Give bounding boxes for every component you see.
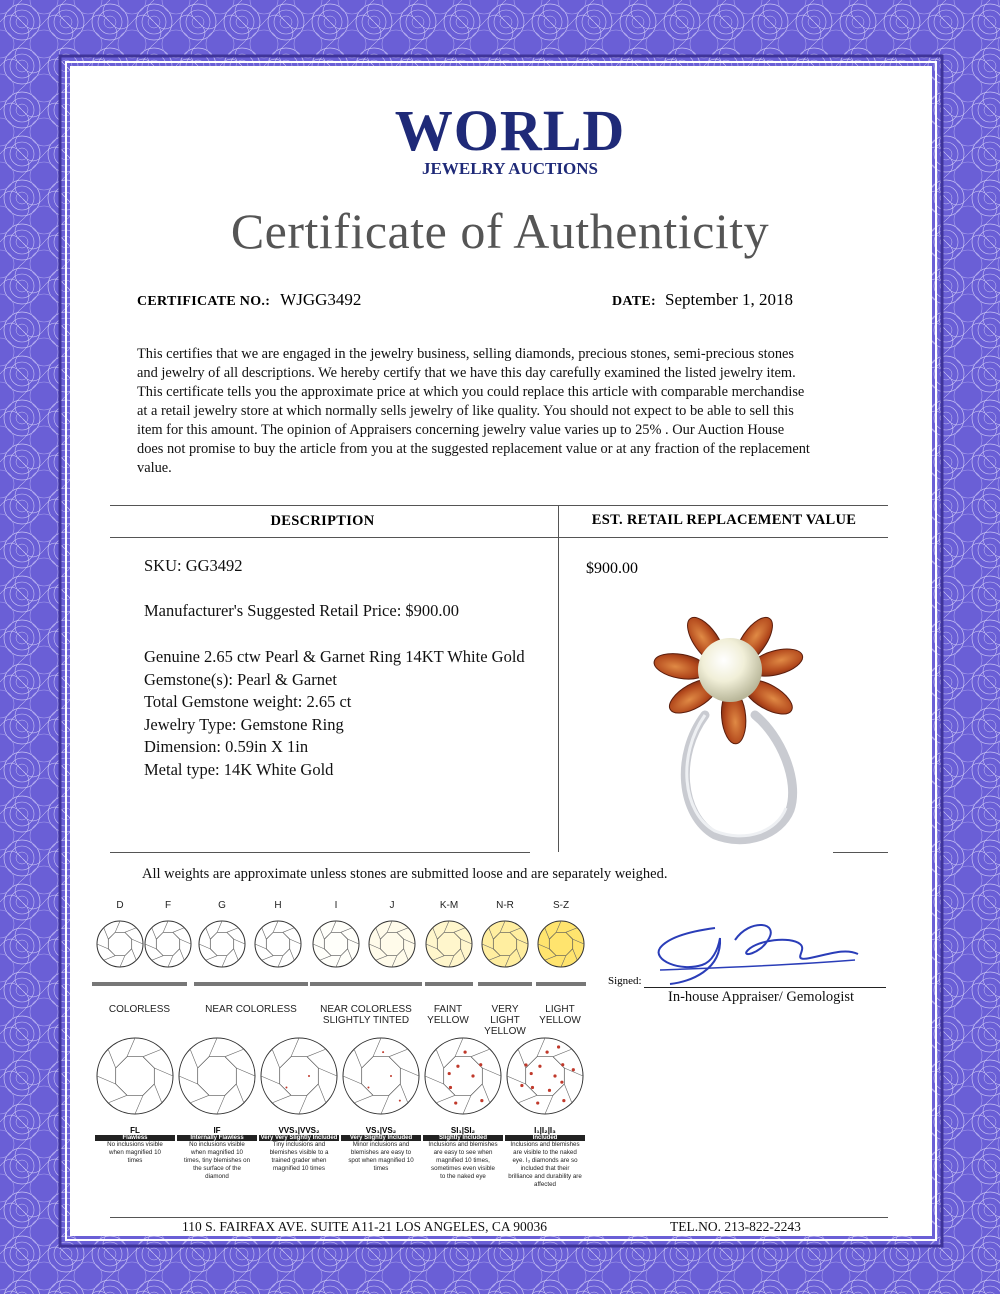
clarity-grade-3 [341,1126,421,1173]
color-group-bar-1 [194,982,308,986]
color-gem-row [92,918,592,990]
clarity-description: Inclusions and blemishes are visible to the naked eye. I₃ diamonds are so included that their brilliance and durability are affected [508,1141,582,1188]
group-very-light-yellow: VERY LIGHT YELLOW [484,1004,526,1037]
clarity-label: Internally Flawless [177,1135,257,1141]
footer-tel: TEL.NO. 213-822-2243 [670,1219,801,1234]
clarity-code: VVS₁|VVS₂ [278,1126,320,1135]
table-bottom-rule-left [110,852,530,853]
footer-rule [110,1217,888,1218]
detail-line: Jewelry Type: Gemstone Ring [144,714,344,734]
ring-image [605,585,835,855]
clarity-description: Tiny inclusions and blemishes visible to a trained grader when magnified 10 times [269,1141,329,1172]
grade-letter-j: J [389,900,395,911]
color-grade-chart [92,900,592,1040]
date-label: DATE: [612,294,657,309]
intro-line: and jewelry of all descriptions. We hereby certify that we have this day carefully examined the listed jewelry item. [137,365,796,381]
color-gem-3 [255,921,301,967]
clarity-code: VS₁|VS₂ [365,1126,397,1135]
certificate-number-value: WJGG3492 [280,290,362,309]
clarity-gem-2 [261,1038,337,1114]
color-gem-5 [369,921,415,967]
group-faint-yellow: FAINT YELLOW [427,1004,469,1026]
clarity-description: No inclusions visible when magnified 10 times [107,1141,163,1164]
clarity-code: SI₁|SI₂ [450,1126,476,1135]
replacement-value: $900.00 [586,560,638,577]
intro-line: at a retail jewelry store at which normally sells jewelry of like quality. You should not expect to be able to sell this [137,403,794,419]
color-group-bar-4 [478,982,532,986]
clarity-gem-row [95,1030,595,1126]
group-colorless: COLORLESS [108,1004,171,1015]
clarity-code: FL [130,1126,140,1135]
color-group-bar-0 [92,982,187,986]
grade-letter-i: I [334,900,338,911]
grade-letter-g: G [218,900,226,911]
color-gem-0 [97,921,143,967]
color-group-bar-2 [310,982,422,986]
color-gem-2 [199,921,245,967]
clarity-description: No inclusions visible when magnified 10 times, tiny blemishes on the surface of the diamond [183,1141,251,1180]
clarity-grade-4 [423,1126,503,1181]
color-gem-8 [538,921,584,967]
color-gem-6 [426,921,472,967]
table-column-divider [558,505,559,852]
weights-note: All weights are approximate unless stones are submitted loose and are separately weighed. [142,866,668,882]
clarity-label: Very Very Slightly Included [260,1135,338,1141]
detail-line: Gemstone(s): Pearl & Garnet [144,669,337,689]
grade-letter-f: F [164,900,172,911]
msrp: Manufacturer's Suggested Retail Price: $900.00 [144,601,460,620]
table-header-rule [110,537,888,538]
detail-line: Dimension: 0.59in X 1in [144,737,309,756]
footer-address: 110 S. FAIRFAX AVE. SUITE A11-21 LOS ANGELES, CA 90036 [182,1219,548,1234]
item-details [144,646,525,781]
color-gem-1 [145,921,191,967]
intro-line: This certifies that we are engaged in the jewelry business, selling diamonds, precious stones, semi-precious stones [137,346,795,362]
color-gem-7 [482,921,528,967]
clarity-chart [95,1030,595,1215]
signature-image [640,910,870,990]
clarity-label: Included [505,1135,585,1141]
detail-line: Metal type: 14K White Gold [144,759,334,779]
group-near-colorless-tinted: NEAR COLORLESS SLIGHTLY TINTED [320,1004,412,1026]
certificate-date-row [612,290,793,310]
clarity-description: Minor inclusions and blemishes are easy to spot when magnified 10 times [348,1141,414,1172]
clarity-grade-2 [259,1126,339,1173]
signed-label: Signed: [608,975,642,987]
group-near-colorless: NEAR COLORLESS [205,1004,297,1015]
intro-line: item for this amount. The opinion of Appraisers concerning jewelry value varies up to 25% . Our Auction House [137,422,785,438]
clarity-gem-3 [343,1038,419,1114]
world-jewelry-auctions-logo [390,100,630,180]
grade-letter-nr: N-R [496,900,514,911]
sku: SKU: GG3492 [144,556,243,575]
intro-line: This certificate tells you the approximate price at which you could replace this article with comparable merchandise [137,384,805,400]
intro-paragraph [137,345,872,478]
certificate-number-label: CERTIFICATE NO.: [137,294,271,309]
color-group-bar-3 [425,982,473,986]
color-gem-4 [313,921,359,967]
detail-line: Total Gemstone weight: 2.65 ct [144,692,352,711]
clarity-gem-1 [179,1038,255,1114]
date-value: September 1, 2018 [665,290,793,309]
clarity-code: I₁|I₂|I₃ [534,1126,556,1135]
detail-line: Genuine 2.65 ctw Pearl & Garnet Ring 14KT White Gold [144,647,525,666]
clarity-grade-1 [177,1126,257,1181]
value-header: EST. RETAIL REPLACEMENT VALUE [591,512,857,528]
grade-letter-sz: S-Z [552,900,570,911]
color-group-bar-5 [536,982,586,986]
clarity-gem-0 [97,1038,173,1114]
grade-letter-km: K-M [439,900,459,911]
description-header: DESCRIPTION [270,513,375,529]
clarity-description: Inclusions and blemishes are easy to see when magnified 10 times, sometimes even visible to the naked eye [428,1141,498,1180]
grade-letter-d: D [116,900,124,911]
grade-letter-h: H [274,900,282,911]
clarity-label: Flawless [95,1135,175,1141]
table-bottom-rule-right [833,852,888,853]
clarity-grade-0 [95,1126,175,1165]
intro-line: does not promise to buy the article from you at the suggested replacement value or at any fraction of the replacement [137,441,810,457]
appraiser-title: In-house Appraiser/ Gemologist [668,989,855,1005]
group-light-yellow: LIGHT YELLOW [539,1004,581,1026]
logo-sub-text: JEWELRY AUCTIONS [422,159,598,178]
clarity-gem-5 [507,1038,583,1114]
clarity-code: IF [213,1126,221,1135]
intro-line: value. [137,460,172,476]
table-top-rule [110,505,888,506]
logo-main-text: WORLD [394,100,626,163]
clarity-label: Very Slightly Included [341,1135,421,1141]
certificate-number-row [137,290,361,310]
clarity-grade-5 [505,1126,585,1189]
page-title: Certificate of Authenticity [230,203,770,259]
clarity-label: Slightly Included [423,1135,503,1141]
clarity-gem-4 [425,1038,501,1114]
